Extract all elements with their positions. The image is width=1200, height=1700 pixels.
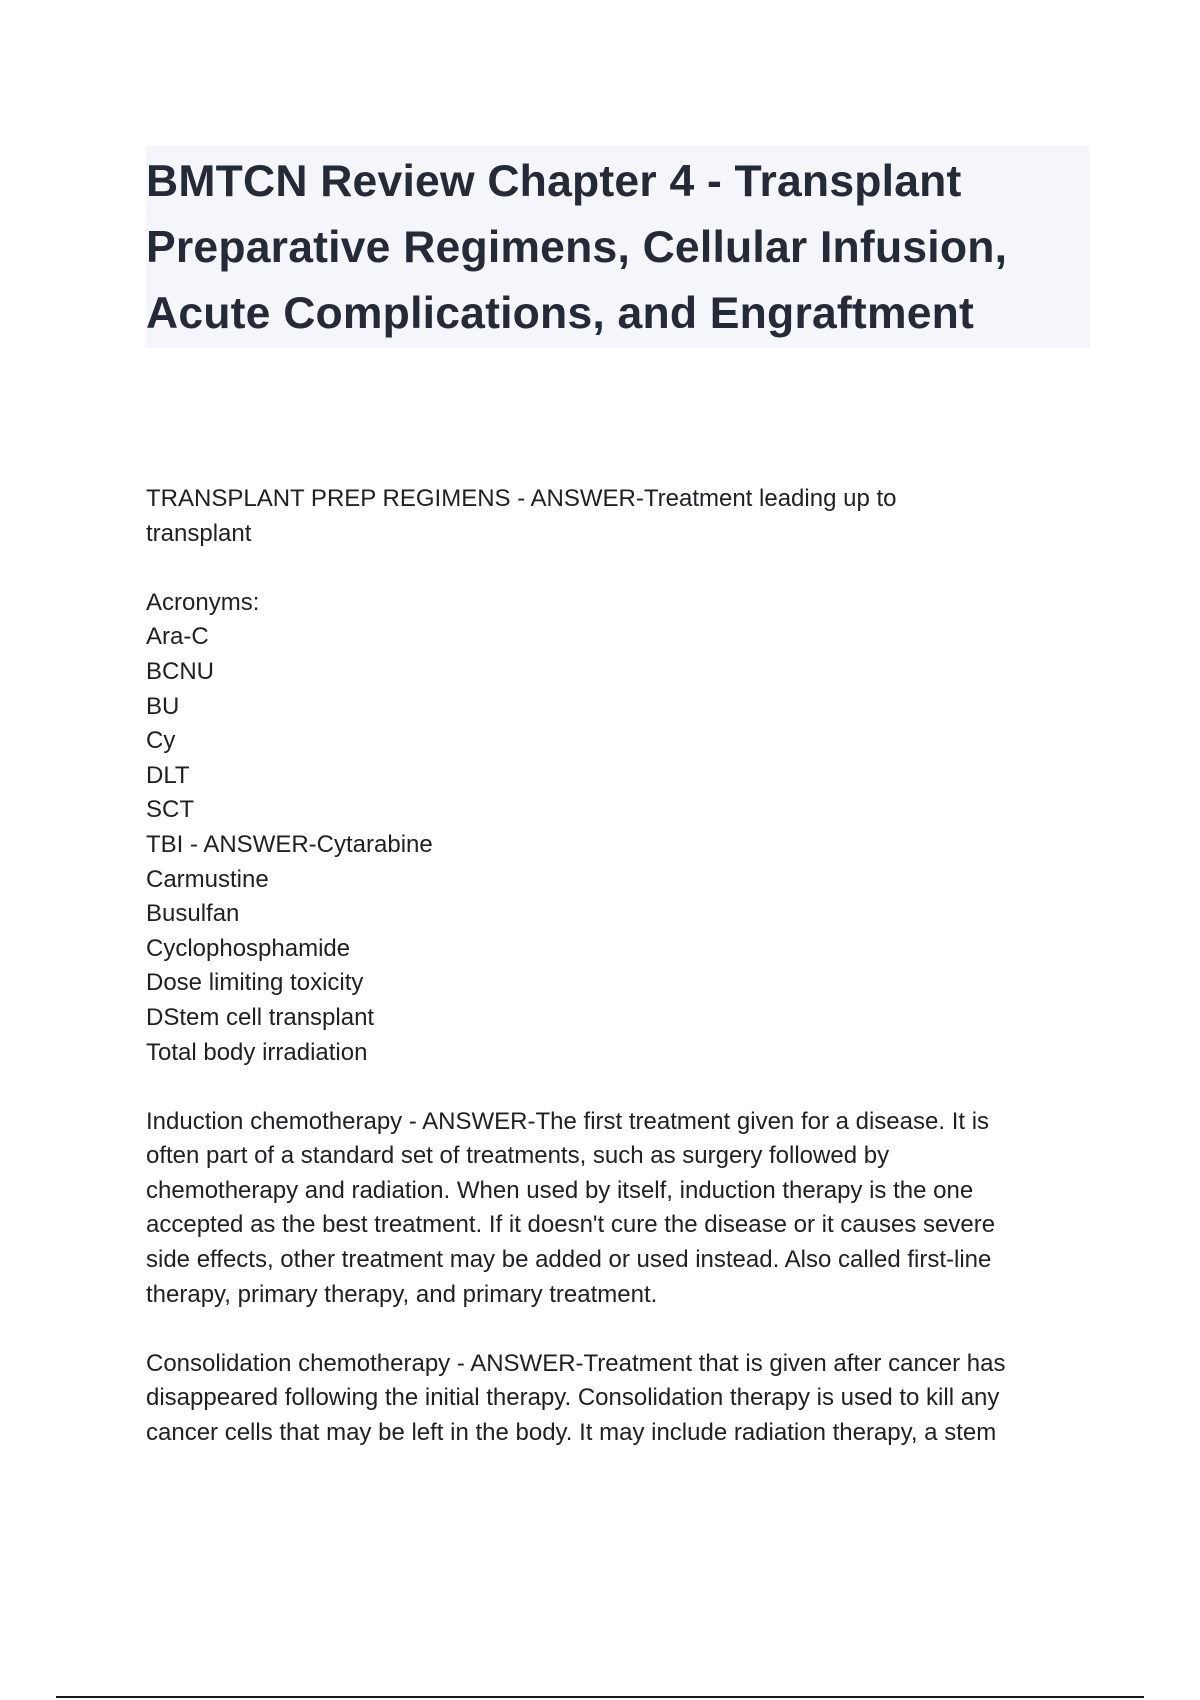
text-line: transplant [146,519,252,547]
text-line: disappeared following the initial therapy. Consolidation therapy is used to kill any [146,1384,1000,1412]
page-bottom-rule [56,1696,1144,1698]
text-line: Dose limiting toxicity [146,969,364,997]
text-line: Induction chemotherapy - ANSWER-The first treatment given for a disease. It is [146,1107,990,1135]
text-line: therapy, primary therapy, and primary treatment. [146,1280,658,1308]
text-line: TBI - ANSWER-Cytarabine [146,830,433,858]
text-line: Cy [146,727,176,755]
text-line: chemotherapy and radiation. When used by itself, induction therapy is the one [146,1176,974,1204]
text-line: Consolidation chemotherapy - ANSWER-Treatment that is given after cancer has [146,1349,1006,1377]
entry-transplant-prep-regimens [146,482,1092,551]
text-line: Ara-C [146,623,209,651]
text-line: Total body irradiation [146,1038,368,1066]
text-line: BCNU [146,657,215,685]
entry-acronyms [146,586,1092,1070]
text-line: DStem cell transplant [146,1003,375,1031]
title-line: BMTCN Review Chapter 4 - Transplant [146,157,962,206]
text-line: Acronyms: [146,588,260,616]
text-line: DLT [146,761,190,789]
text-line: Cyclophosphamide [146,934,351,962]
text-line: cancer cells that may be left in the body. It may include radiation therapy, a stem [146,1419,997,1447]
text-line: accepted as the best treatment. If it doesn't cure the disease or it causes severe [146,1211,996,1239]
text-line: TRANSPLANT PREP REGIMENS - ANSWER-Treatment leading up to [146,485,897,512]
document-title [146,146,1090,347]
title-block [146,146,1090,348]
text-line: BU [146,692,180,720]
document-body [146,482,1092,1485]
text-line: side effects, other treatment may be added or used instead. Also called first-line [146,1246,992,1274]
title-line: Preparative Regimens, Cellular Infusion, [146,223,1008,272]
text-line: SCT [146,796,194,824]
text-line: Busulfan [146,900,240,928]
entry-induction-chemotherapy [146,1105,1092,1313]
title-line: Acute Complications, and Engraftment [146,289,975,338]
entry-consolidation-chemotherapy [146,1347,1092,1451]
text-line: often part of a standard set of treatments, such as surgery followed by [146,1142,890,1170]
text-line: Carmustine [146,865,269,893]
